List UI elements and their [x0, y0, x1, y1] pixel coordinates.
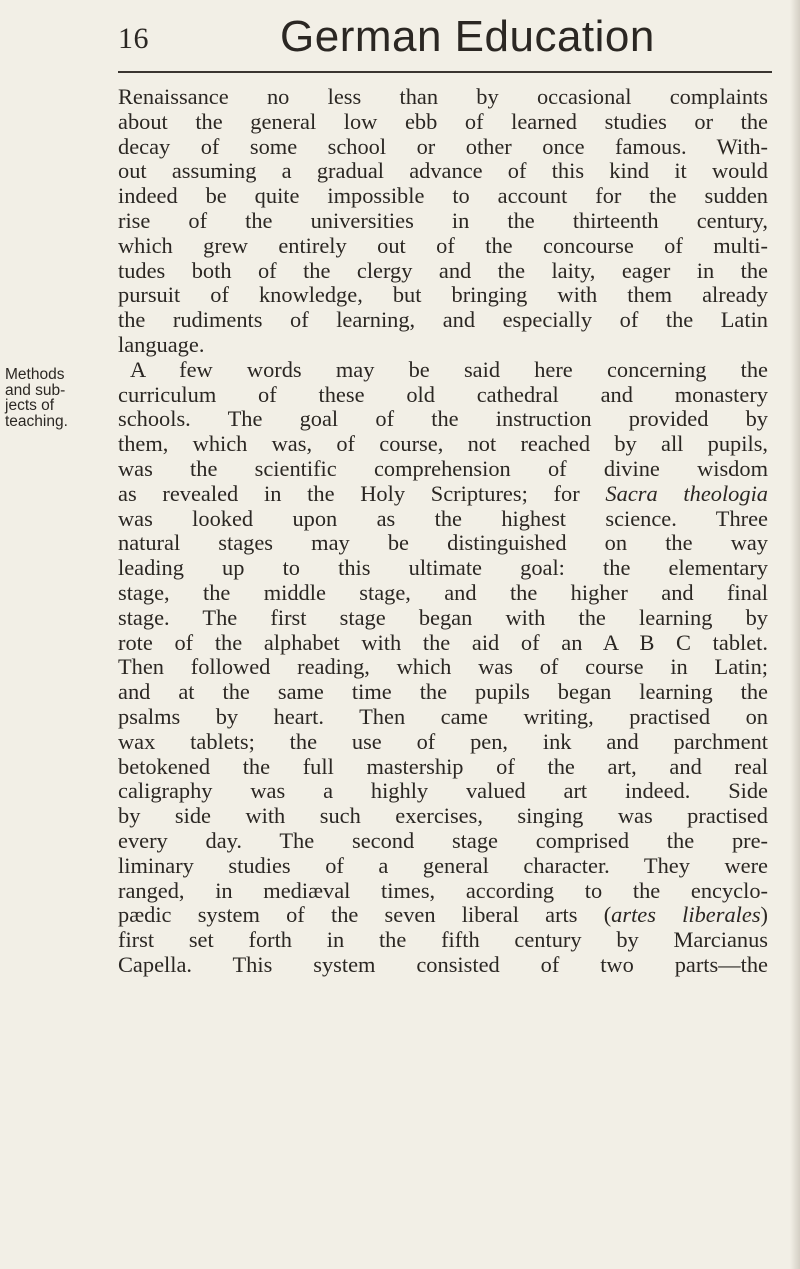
italic-phrase: artes liberales: [611, 902, 761, 928]
text-line: caligraphy was a highly valued art indeed. Side: [118, 778, 768, 804]
text-line: tudes both of the clergy and the laity, eager in the: [118, 257, 768, 283]
text-line: every day. The second stage comprised the pre-: [118, 827, 768, 853]
text-line: ranged, in mediæval times, according to the encyclo-: [118, 877, 768, 903]
text-line: rote of the alphabet with the aid of an A B C tablet.: [118, 629, 768, 655]
text-line: stage, the middle stage, and the higher and final: [118, 579, 768, 605]
text-line: betokened the full mastership of the art, and real: [118, 753, 768, 779]
body-text: [118, 85, 768, 978]
running-title: German Education: [280, 12, 655, 61]
text-line: by side with such exercises, singing was practised: [118, 803, 768, 829]
text-line: was looked upon as the highest science. Three: [118, 505, 768, 531]
text-line: schools. The goal of the instruction provided by: [118, 406, 768, 432]
text-line: Capella. This system consisted of two parts—the: [118, 951, 768, 977]
text-line: indeed be quite impossible to account for the sudden: [118, 183, 768, 209]
text-line: which grew entirely out of the concourse of multi-: [118, 232, 768, 258]
text-line: about the general low ebb of learned studies or the: [118, 108, 768, 134]
text-line: Then followed reading, which was of course in Latin;: [118, 654, 768, 680]
italic-phrase: Sacra theologia: [605, 480, 768, 506]
text-line: A few words may be said here concerning the: [130, 356, 768, 382]
text-line: and at the same time the pupils began learning the: [118, 679, 768, 705]
text-line: was the scientific comprehension of divine wisdom: [118, 455, 768, 481]
text-line-with-italic: [118, 482, 768, 507]
text-line: language.: [118, 331, 205, 357]
text-line: stage. The first stage began with the learning by: [118, 604, 768, 630]
text-fragment: as revealed in the Holy Scriptures; for Sacra theologia: [118, 480, 768, 506]
text-line-with-italic: [118, 903, 768, 928]
text-line: curriculum of these old cathedral and monastery: [118, 381, 768, 407]
page-number: 16: [118, 22, 149, 55]
text-line: Renaissance no less than by occasional complaints: [118, 84, 768, 109]
text-line: decay of some school or other once famous. With-: [118, 133, 768, 159]
text-line: out assuming a gradual advance of this kind it would: [118, 158, 768, 184]
text-line: them, which was, of course, not reached by all pupils,: [118, 431, 768, 457]
page-edge-shadow: [790, 0, 800, 1269]
header-rule: [118, 71, 772, 73]
text-fragment: pædic system of the seven liberal arts (artes liberales): [118, 902, 768, 928]
text-line: leading up to this ultimate goal: the elementary: [118, 555, 768, 581]
text-line: natural stages may be distinguished on the way: [118, 530, 768, 556]
text-line: rise of the universities in the thirteenth century,: [118, 207, 768, 233]
text-line: first set forth in the fifth century by Marcianus: [118, 927, 768, 953]
text-line: liminary studies of a general character. They were: [118, 852, 768, 878]
text-line: pursuit of knowledge, but bringing with them already: [118, 282, 768, 308]
text-line: the rudiments of learning, and especially of the Latin: [118, 307, 768, 333]
marginal-note: Methods and sub- jects of teaching.: [5, 366, 68, 430]
text-line: psalms by heart. Then came writing, practised on: [118, 703, 768, 729]
text-line: wax tablets; the use of pen, ink and parchment: [118, 728, 768, 754]
